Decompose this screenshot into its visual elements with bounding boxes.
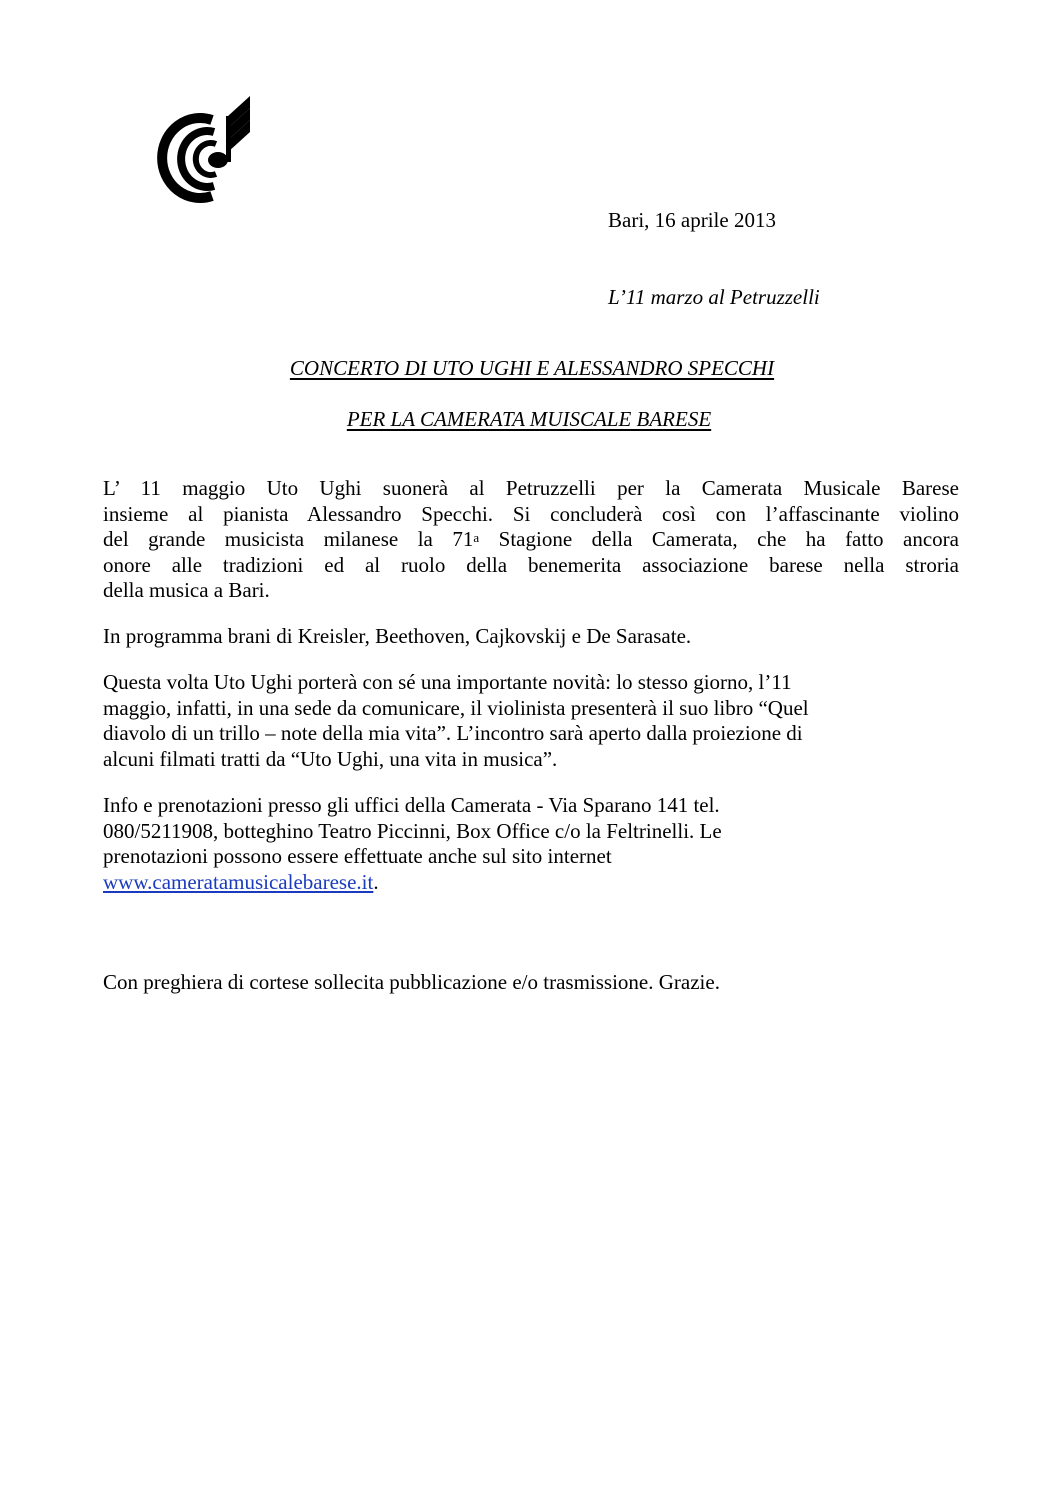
paragraph-program <box>103 624 959 650</box>
headline-line-1: CONCERTO DI UTO UGHI E ALESSANDRO SPECCHI <box>289 356 775 380</box>
paragraph-book-presentation <box>103 670 959 772</box>
paragraph-info-bookings <box>103 793 959 895</box>
text-fragment: . <box>373 869 379 894</box>
document-subtitle: L’11 marzo al Petruzzelli <box>608 285 820 309</box>
text-line: Info e prenotazioni presso gli uffici della Camerata - Via Sparano 141 tel. <box>103 793 720 817</box>
camerata-musicale-logo-icon <box>150 94 254 208</box>
text-line: 080/5211908, botteghino Teatro Piccinni, Box Office c/o la Feltrinelli. Le <box>103 818 722 843</box>
text-line: alcuni filmati tratti da “Uto Ughi, una vita in musica”. <box>103 746 558 771</box>
text-line: Questa volta Uto Ughi porterà con sé una importante novità: lo stesso giorno, l’11 <box>103 670 792 694</box>
text-line: prenotazioni possono essere effettuate anche sul sito internet <box>103 844 612 868</box>
text-line: insieme al pianista Alessandro Specchi. Si concluderà così con l’affascinante violino <box>103 501 959 526</box>
document-date: Bari, 16 aprile 2013 <box>608 208 776 232</box>
superscript-ordinal: a <box>473 530 480 545</box>
paragraph-concert-announcement <box>103 476 959 604</box>
text-line: della musica a Bari. <box>103 578 270 602</box>
text-line: onore alle tradizioni ed al ruolo della benemerita associazione barese nella stroria <box>103 552 959 577</box>
website-link[interactable]: www.cameratamusicalebarese.it <box>103 869 374 894</box>
text-line <box>103 527 959 553</box>
text-fragment: Stagione della Camerata, che ha fatto ancora <box>479 527 959 551</box>
headline-line-2: PER LA CAMERATA MUISCALE BARESE <box>346 407 712 431</box>
text-line: In programma brani di Kreisler, Beethoven, Cajkovskij e De Sarasate. <box>103 624 692 648</box>
text-fragment: del grande musicista milanese la 71 <box>103 527 474 551</box>
text-line: diavolo di un trillo – note della mia vita”. L’incontro sarà aperto dalla proiezione di <box>103 721 803 745</box>
closing-note <box>103 970 959 996</box>
text-line: Con preghiera di cortese sollecita pubblicazione e/o trasmissione. Grazie. <box>103 970 720 994</box>
text-line <box>103 870 959 896</box>
text-line: L’ 11 maggio Uto Ughi suonerà al Petruzzelli per la Camerata Musicale Barese <box>103 476 959 500</box>
text-line: maggio, infatti, in una sede da comunicare, il violinista presenterà il suo libro “Quel <box>103 695 809 720</box>
